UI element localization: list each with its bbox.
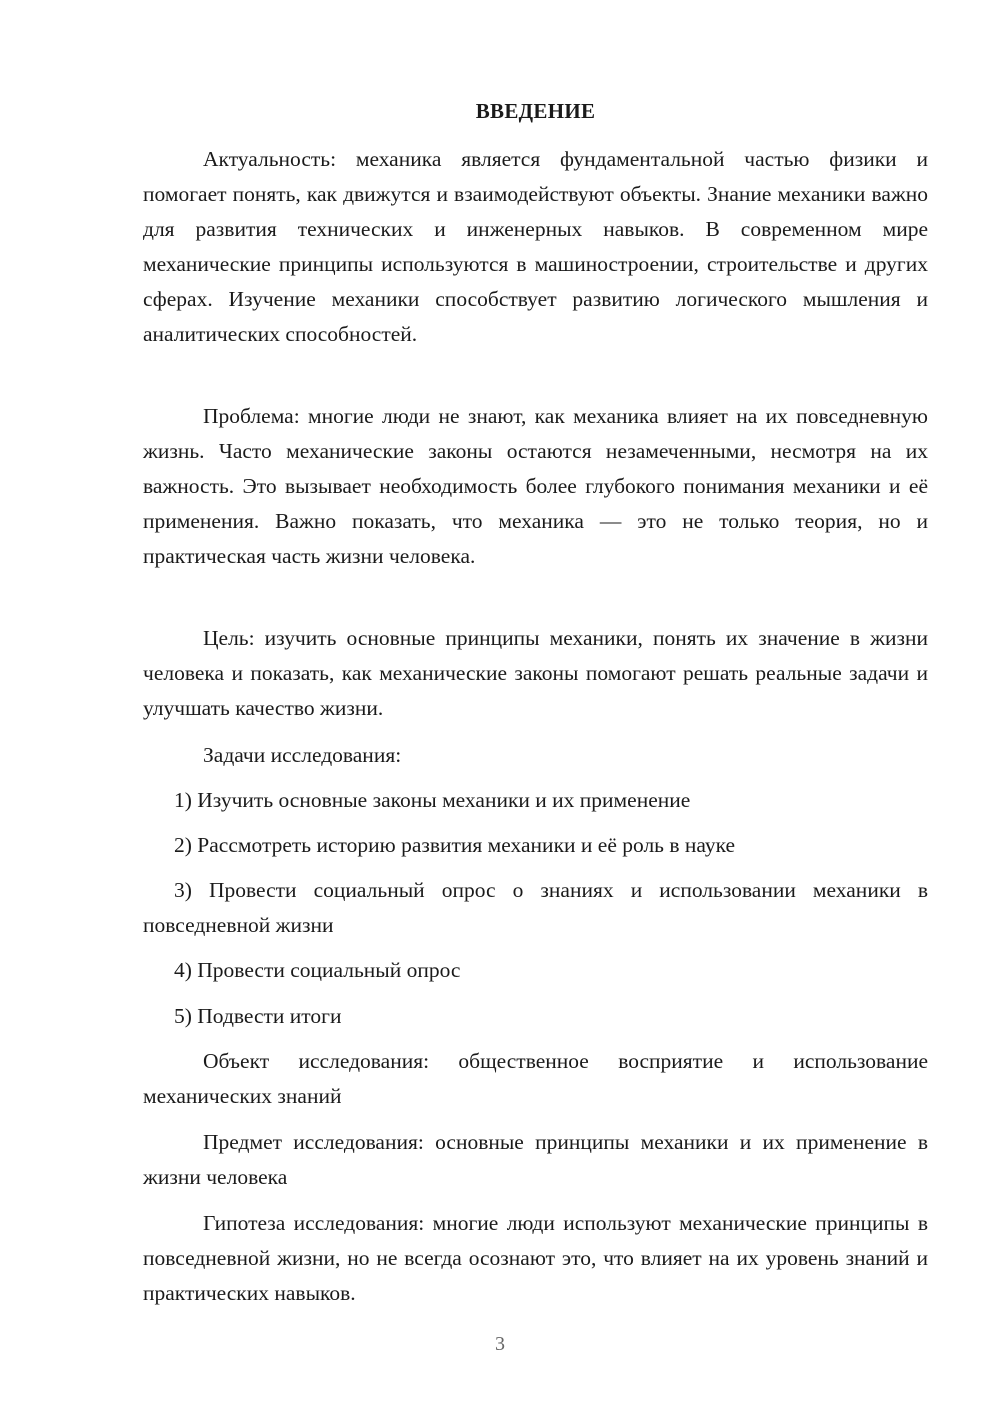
- paragraph-goal: Цель: изучить основные принципы механики, понять их значение в жизни человека и показать, как механические законы помогают решать реальные задачи и улучшать качество жизни.: [143, 626, 928, 720]
- paragraph-relevance: Актуальность: механика является фундаментальной частью физики и помогает понять, как движутся и взаимодействуют объекты. Знание механики важно для развития технических и инженерных навыков. В современном мире механические принципы используются в машиностроении, строительстве и других сферах. Изучение механики способствует развитию логического мышления и аналитических способностей.: [143, 147, 928, 346]
- paragraph-problem: Проблема: многие люди не знают, как механика влияет на их повседневную жизнь. Часто механические законы остаются незамеченными, несмотря на их важность. Это вызывает необходимость более глубокого понимания механики и её применения. Важно показать, что механика — это не только теория, но и практическая часть жизни человека.: [143, 404, 928, 568]
- task-list-item: 4) Провести социальный опрос: [174, 958, 461, 982]
- task-list-item: 5) Подвести итоги: [174, 1004, 342, 1028]
- page-title: ВВЕДЕНИЕ: [475, 99, 596, 123]
- paragraph-hypothesis: Гипотеза исследования: многие люди используют механические принципы в повседневной жизни, но не всегда осознают это, что влияет на их уровень знаний и практических навыков.: [143, 1211, 928, 1305]
- task-list-item: 1) Изучить основные законы механики и их применение: [174, 788, 691, 812]
- paragraph-object: Объект исследования: общественное восприятие и использование механических знаний: [143, 1049, 928, 1108]
- tasks-label: Задачи исследования:: [203, 743, 402, 767]
- page-number: 3: [495, 1333, 505, 1355]
- paragraph-subject: Предмет исследования: основные принципы механики и их применение в жизни человека: [143, 1130, 928, 1189]
- task-list-item: 3) Провести социальный опрос о знаниях и использовании механики в повседневной жизни: [143, 878, 928, 937]
- task-list-item: 2) Рассмотреть историю развития механики и её роль в науке: [174, 833, 736, 857]
